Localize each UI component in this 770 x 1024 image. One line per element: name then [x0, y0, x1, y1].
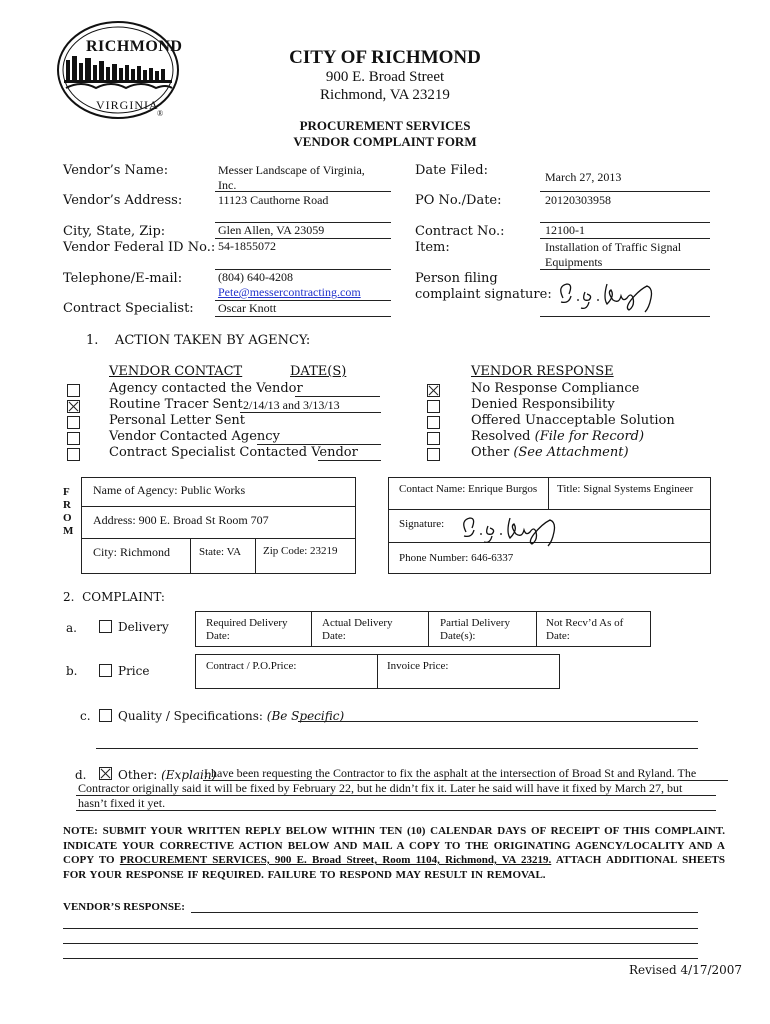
- po-label: PO No./Date:: [415, 193, 502, 208]
- other-explanation-line-3: hasn’t fixed it yet.: [78, 796, 166, 810]
- delivery-checkbox[interactable]: [99, 620, 112, 633]
- email-value: Pete@messercontracting.com: [218, 285, 361, 299]
- contract-no-value: 12100-1: [545, 223, 585, 237]
- complaint-b-letter: b.: [66, 664, 78, 678]
- contact-checkbox[interactable]: [67, 448, 80, 461]
- response-instructions-note: NOTE: SUBMIT YOUR WRITTEN REPLY BELOW WITHIN TEN (10) CALENDAR DAYS OF RECEIPT OF THIS COMPLAINT. INDICATE YOUR CORRECTIVE ACTION BELOW AND MAIL A COPY TO THE ORIGINATING AGENCY/LOCALITY AND A COPY TO PROCUREMENT SERVICES, 900 E. Broad Street, Room 1104, Richmond, VA 23219. ATTACH ADDITIONAL SHEETS FOR YOUR RESPONSE IF REQUIRED. FAILURE TO RESPOND MAY RESULT IN REMOVAL.: [63, 825, 725, 881]
- response-item-label: Offered Unacceptable Solution: [471, 413, 675, 428]
- section1-heading: 1. ACTION TAKEN BY AGENCY:: [86, 333, 311, 348]
- invoice-price: Invoice Price:: [387, 660, 449, 672]
- contact-item-label: Agency contacted the Vendor: [109, 381, 303, 396]
- response-item-label: Denied Responsibility: [471, 397, 615, 412]
- contract-specialist-value: Oscar Knott: [218, 301, 277, 315]
- response-item-label: Other (See Attachment): [471, 445, 629, 460]
- agency-zip: Zip Code: 23219: [263, 545, 338, 557]
- from-letter: O: [63, 512, 72, 524]
- date-filed-label: Date Filed:: [415, 163, 488, 178]
- contact-item-label: Routine Tracer Sent: [109, 397, 243, 412]
- partial-delivery-dates: Partial Delivery Date(s):: [440, 617, 510, 642]
- contact-checkbox[interactable]: [67, 416, 80, 429]
- header-address-2: Richmond, VA 23219: [320, 87, 450, 103]
- contract-po-price: Contract / P.O.Price:: [206, 660, 297, 672]
- city-state-zip-value: Glen Allen, VA 23059: [218, 223, 325, 237]
- price-checkbox[interactable]: [99, 664, 112, 677]
- agency-state: State: VA: [199, 546, 242, 558]
- item-label: Item:: [415, 240, 450, 255]
- agency-address: Address: 900 E. Broad St Room 707: [93, 513, 269, 527]
- person-filing-label-1: Person filing: [415, 271, 498, 286]
- from-letter: R: [63, 499, 71, 511]
- complaint-signature: [555, 278, 665, 314]
- logo-top-text: RICHMOND: [86, 38, 183, 55]
- po-value: 20120303958: [545, 193, 611, 207]
- contact-signature: [458, 512, 568, 548]
- logo-bottom-text: VIRGINIA: [96, 98, 159, 112]
- dept-name: PROCUREMENT SERVICES: [299, 118, 471, 133]
- item-value-1: Installation of Traffic Signal: [545, 240, 682, 254]
- revision-date: Revised 4/17/2007: [629, 963, 743, 977]
- federal-id-value: 54-1855072: [218, 239, 276, 253]
- item-value-2: Equipments: [545, 255, 603, 269]
- actual-delivery-date: Actual Delivery Date:: [322, 617, 393, 642]
- vendor-name-label: Vendor’s Name:: [63, 163, 169, 178]
- response-item-label: No Response Compliance: [471, 381, 640, 396]
- quality-checkbox[interactable]: [99, 709, 112, 722]
- contact-checkbox[interactable]: [67, 400, 80, 413]
- required-delivery-date: Required Delivery Date:: [206, 617, 288, 642]
- form-name: VENDOR COMPLAINT FORM: [293, 134, 477, 149]
- federal-id-label: Vendor Federal ID No.:: [63, 240, 216, 255]
- complaint-a-letter: a.: [66, 621, 77, 635]
- contact-phone: Phone Number: 646-6337: [399, 552, 514, 564]
- vendor-name-value-2: Inc.: [218, 178, 237, 192]
- response-checkbox[interactable]: [427, 432, 440, 445]
- header-address-1: 900 E. Broad Street: [325, 69, 445, 85]
- telephone-value: (804) 640-4208: [218, 270, 293, 284]
- person-filing-label-2: complaint signature:: [415, 287, 552, 302]
- contract-no-label: Contract No.:: [415, 224, 505, 239]
- agency-name: Name of Agency: Public Works: [93, 483, 246, 497]
- contract-specialist-label: Contract Specialist:: [63, 301, 194, 316]
- contact-checkbox[interactable]: [67, 384, 80, 397]
- svg-text:®: ®: [157, 109, 164, 118]
- price-label: Price: [118, 664, 150, 678]
- vendor-response-line-3[interactable]: [63, 943, 698, 944]
- dates-header: DATE(S): [290, 364, 347, 379]
- other-explanation-line-2: Contractor originally said it will be fixed by February 22, but he didn’t fix it. Later he said will have it fixed by March 27, but: [78, 781, 683, 795]
- vendor-response-label: VENDOR’S RESPONSE:: [63, 901, 185, 913]
- contact-item-label: Vendor Contacted Agency: [109, 429, 280, 444]
- contact-signature-label: Signature:: [399, 518, 445, 530]
- complaint-c-letter: c.: [80, 709, 91, 723]
- date-filed-value: March 27, 2013: [545, 170, 622, 184]
- vendor-address-label: Vendor’s Address:: [63, 193, 183, 208]
- contact-title: Title: Signal Systems Engineer: [557, 483, 694, 495]
- response-item-label: Resolved (File for Record): [471, 429, 645, 444]
- vendor-response-line-1[interactable]: [191, 912, 698, 913]
- contact-checkbox[interactable]: [67, 432, 80, 445]
- contact-item-label: Personal Letter Sent: [109, 413, 245, 428]
- vendor-contact-header: VENDOR CONTACT: [109, 364, 243, 379]
- delivery-label: Delivery: [118, 620, 169, 634]
- from-letter: M: [63, 525, 74, 537]
- city-state-zip-label: City, State, Zip:: [63, 224, 166, 239]
- vendor-response-line-2[interactable]: [63, 928, 698, 929]
- not-recvd-date: Not Recv’d As of Date:: [546, 617, 624, 642]
- response-checkbox[interactable]: [427, 448, 440, 461]
- complaint-d-letter: d.: [75, 768, 87, 782]
- telephone-email-label: Telephone/E-mail:: [63, 271, 183, 286]
- contact-item-date: 2/14/13 and 3/13/13: [243, 398, 340, 412]
- contact-name: Contact Name: Enrique Burgos: [399, 483, 538, 495]
- from-letter: F: [63, 486, 70, 498]
- vendor-address-value: 11123 Cauthorne Road: [218, 193, 329, 207]
- vendor-name-value-1: Messer Landscape of Virginia,: [218, 163, 365, 177]
- agency-city: City: Richmond: [93, 545, 171, 559]
- other-checkbox[interactable]: [99, 767, 112, 780]
- response-checkbox[interactable]: [427, 416, 440, 429]
- response-checkbox[interactable]: [427, 400, 440, 413]
- response-checkbox[interactable]: [427, 384, 440, 397]
- section2-heading: 2. COMPLAINT:: [63, 590, 165, 604]
- page-title: CITY OF RICHMOND: [289, 47, 481, 68]
- other-explanation-line-1: I have been requesting the Contractor to fix the asphalt at the intersection of Broad St and Ryland. The: [204, 766, 697, 780]
- quality-label: Quality / Specifications: (Be Specific): [118, 709, 345, 723]
- vendor-response-header: VENDOR RESPONSE: [471, 364, 614, 379]
- other-label: Other: (Explain): [118, 768, 217, 782]
- contact-item-label: Contract Specialist Contacted Vendor: [109, 445, 358, 460]
- vendor-response-line-4[interactable]: [63, 958, 698, 959]
